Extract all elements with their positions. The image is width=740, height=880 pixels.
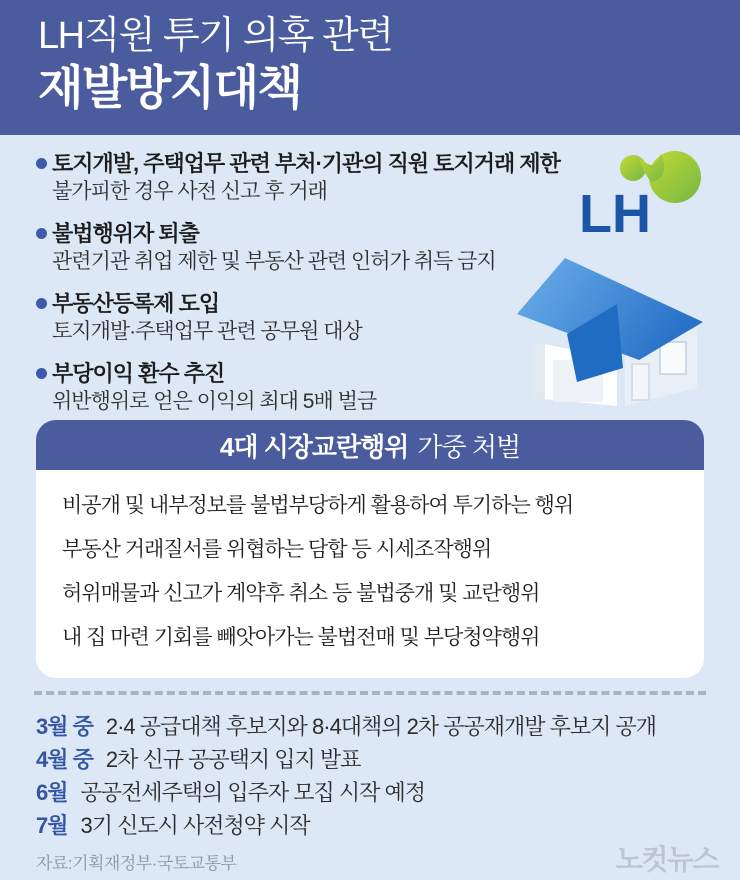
header-banner (0, 0, 740, 135)
penalty-item: 부동산 거래질서를 위협하는 담합 등 시세조작행위 (62, 538, 492, 561)
house-illustration-icon (505, 248, 710, 408)
bullet-icon (36, 368, 47, 379)
penalty-card-header (36, 420, 704, 470)
measure-title-text: 부당이익 환수 추진 (52, 361, 225, 386)
lh-logo (575, 140, 705, 240)
penalty-item: 허위매물과 신고가 계약후 취소 등 불법중개 및 교란행위 (62, 582, 540, 605)
timeline-label: 6월 (36, 780, 68, 805)
measure-desc: 토지개발·주택업무 관련 공무원 대상 (52, 320, 362, 343)
bullet-icon (36, 228, 47, 239)
measure-title (36, 219, 656, 248)
penalty-item: 비공개 및 내부정보를 불법부당하게 활용하여 투기하는 행위 (62, 494, 574, 517)
penalty-card (36, 420, 704, 678)
penalty-item: 내 집 마련 기회를 빼앗아가는 불법전매 및 부당청약행위 (62, 626, 540, 649)
timeline-text: 2·4 공급대책 후보지와 8·4대책의 2차 공공재개발 후보지 공개 (105, 714, 657, 739)
measure-desc: 위반행위로 얻은 이익의 최대 5배 벌금 (52, 390, 377, 413)
bullet-icon (36, 158, 47, 169)
banner-subtitle: LH직원 투기 의혹 관련 (38, 15, 393, 57)
lh-logo-text: LH (579, 184, 651, 240)
timeline-label: 7월 (36, 813, 68, 838)
timeline-text: 공공전세주택의 입주자 모집 시작 예정 (80, 780, 425, 805)
measure-title (36, 149, 656, 178)
banner-title: 재발방지대책 (38, 60, 302, 114)
timeline-row (36, 776, 726, 809)
timeline-row (36, 743, 726, 776)
bullet-icon (36, 298, 47, 309)
measure-title-text: 불법행위자 퇴출 (52, 221, 199, 246)
measure-title-text: 토지개발, 주택업무 관련 부처·기관의 직원 토지거래 제한 (52, 151, 560, 176)
measure-desc: 관련기관 취업 제한 및 부동산 관련 인허가 취득 금지 (52, 250, 496, 273)
penalty-card-body (36, 470, 704, 678)
timeline-text: 2차 신규 공공택지 입지 발표 (105, 747, 361, 772)
news-brand-logo: 노컷뉴스 (615, 844, 718, 875)
list-item (36, 149, 656, 206)
timeline-text: 3기 신도시 사전청약 시작 (80, 813, 310, 838)
source-credit: 자료:기획재정부·국토교통부 (36, 854, 237, 873)
card-title-bold: 4대 시장교란행위 (219, 431, 409, 462)
timeline-label: 4월 중 (36, 747, 93, 772)
measure-desc: 불가피한 경우 사전 신고 후 거래 (52, 180, 327, 203)
measure-title-text: 부동산등록제 도입 (52, 291, 220, 316)
card-title-regular: 가중 처벌 (417, 431, 521, 462)
timeline-row (36, 710, 726, 743)
schedule-timeline (36, 710, 726, 842)
dashed-divider (34, 691, 706, 695)
timeline-label: 3월 중 (36, 714, 93, 739)
